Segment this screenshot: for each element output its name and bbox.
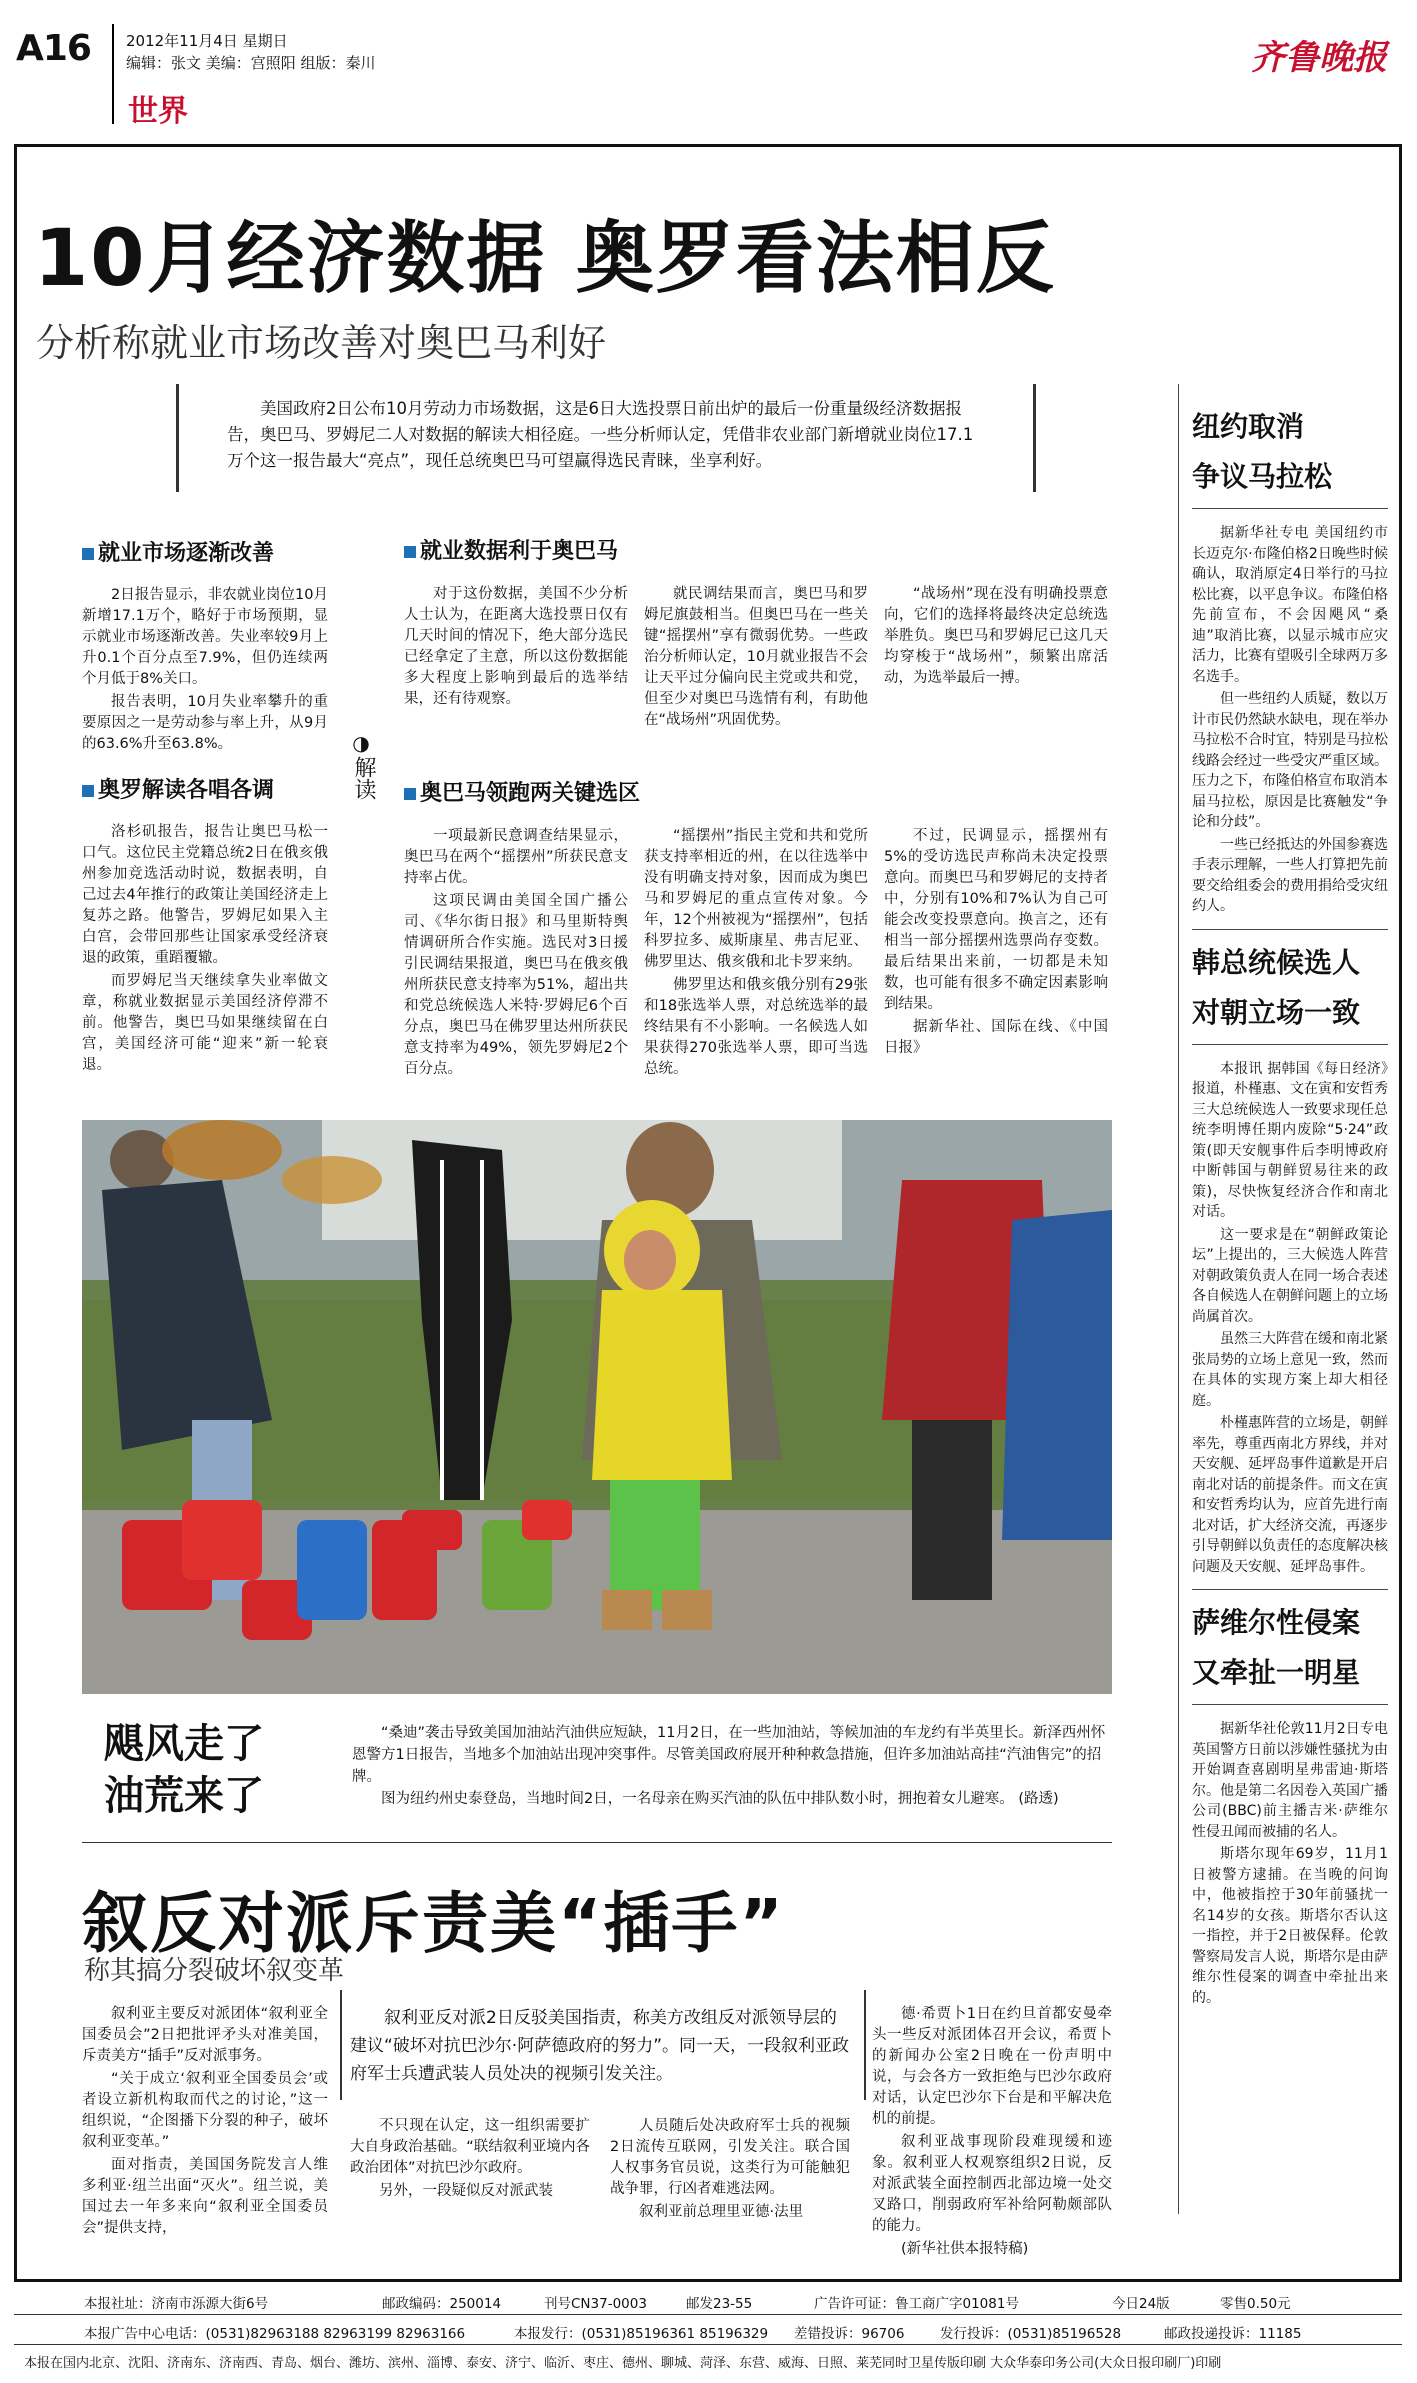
footer-item: 发行投诉：(0531)85196528: [940, 2326, 1122, 2342]
divider: [1192, 1589, 1388, 1590]
article-column: [82, 2004, 328, 2241]
footer-item: 邮政投递投诉：11185: [1164, 2326, 1302, 2342]
paragraph: 对于这份数据，美国不少分析人士认为，在距离大选投票日仅有几天时间的情况下，绝大部分选民已经拿定了主意，所以这份数据能多大程度上影响到最后的选举结果，还有待观察。: [404, 586, 628, 707]
photo-title: 飓风走了 油荒来了: [104, 1721, 264, 1819]
photo-caption: “桑迪”袭击导致美国加油站汽油供应短缺，11月2日，在一些加油站，等候加油的车龙约有半英里长。新泽西州怀恩警方1日报告，当地多个加油站出现冲突事件。尽管美国政府展开种种救急措施，但许多加油站高挂“汽油售完”的招牌。 图为纽约州史泰登岛，当地时间2日，一名母亲在购买汽油的队伍中排队数小时，拥抱着女儿避寒。 (路透): [352, 1725, 1106, 1807]
paragraph: “摇摆州”指民主党和共和党所获支持率相近的州，在以往选举中没有明确支持对象，因而成为奥巴马和罗姆尼的重点宣传对象。今年，12个州被视为“摇摆州”，包括科罗拉多、威斯康星、弗吉尼亚、佛罗里达、俄亥俄和北卡罗来纳。: [644, 828, 868, 970]
paragraph: 德·希贾卜1日在约旦首都安曼牵头一些反对派团体召开会议，希贾卜的新闻办公室2日晚在一份声明中说，与会各方一致拒绝与巴沙尔政府对话，认定巴沙尔下台是和平解决危机的前提。: [872, 2006, 1112, 2127]
article-column: [404, 584, 628, 712]
square-bullet-icon: [82, 785, 94, 797]
photo-illustration: [82, 1120, 1112, 1694]
paragraph: 本报讯 据韩国《每日经济》报道，朴槿惠、文在寅和安哲秀三大总统候选人一致要求现任总统李明博任期内废除“5·24”政策(即天安舰事件后李明博政府中断韩国与朝鲜贸易往来的政策)，尽快恢复经济合作和南北对话。: [1192, 1060, 1388, 1220]
syria-subhead: 称其搞分裂破坏叙变革: [84, 1956, 345, 1986]
footer-item: 刊号CN37-0003: [544, 2296, 647, 2312]
syria-headline: 叙反对派斥责美“插手”: [82, 1885, 785, 1962]
paragraph: “战场州”现在没有明确投票意向，它们的选择将最终决定总统选举胜负。奥巴马和罗姆尼已这几天均穿梭于“战场州”，频繁出席活动，为选举最后一搏。: [884, 586, 1108, 686]
sidebar-heading: 纽约取消 争议马拉松: [1192, 410, 1333, 493]
footer-item: 零售0.50元: [1220, 2296, 1291, 2312]
half-circle-icon: ◑: [352, 731, 370, 755]
source-credit: (新华社供本报特稿): [901, 2241, 1029, 2257]
paragraph: 虽然三大阵营在缓和南北紧张局势的立场上意见一致，然而在具体的实现方案上却大相径庭。: [1192, 1331, 1388, 1409]
square-bullet-icon: [404, 788, 416, 800]
paragraph: 另外，一段疑似反对派武装: [379, 2183, 553, 2199]
paragraph: 不过，民调显示，摇摆州有5%的受访选民声称尚未决定投票意向。而奥巴马和罗姆尼的支持者中，分别有10%和7%认为自己可能会改变投票意向。换言之，还有相当一部分摇摆州选票尚存变数。最后结果出来前，一切都是未知数，也可能有很多不确定因素影响到结果。: [884, 828, 1108, 1012]
footer: [14, 2284, 1402, 2380]
page-number: A16: [16, 28, 91, 69]
paragraph: 但一些纽约人质疑，数以万计市民仍然缺水缺电，现在举办马拉松不合时宜，特别是马拉松线路会经过一些受灾严重区域。压力之下，布隆伯格宣布取消本届马拉松，原因是比赛触发“争论和分歧”。: [1192, 691, 1388, 830]
paragraph: 朴槿惠阵营的立场是，朝鲜率先，尊重西南北方界线，并对天安舰、延坪岛事件道歉是开启南北对话的前提条件。而文在寅和安哲秀均认为，应首先进行南北对话，扩大经济交流，再逐步引导朝鲜以负责任的态度解决核问题及天安舰、延坪岛事件。: [1192, 1415, 1388, 1575]
divider: [1192, 1704, 1388, 1705]
lead-paragraph: 美国政府2日公布10月劳动力市场数据，这是6日大选投票日前出炉的最后一份重量级经济数据报告，奥巴马、罗姆尼二人对数据的解读大相径庭。一些分析师认定，凭借非农业部门新增就业岗位17.1万个这一报告最大“亮点”，现任总统奥巴马可望赢得选民青睐，坐享利好。: [227, 399, 974, 470]
paragraph: 人员随后处决政府军士兵的视频2日流传互联网，引发关注。联合国人权事务官员说，这类行为可能触犯战争罪，行凶者难逃法网。: [610, 2118, 850, 2197]
section-title: 世界: [128, 94, 188, 129]
divider: [14, 2314, 1402, 2315]
footer-item: 邮发23-55: [686, 2296, 753, 2312]
main-headline: 10月经济数据 奥罗看法相反: [34, 214, 1056, 304]
header-divider: [112, 24, 114, 124]
footer-item: 本报广告中心电话：(0531)82963188 82963199 82963166: [84, 2326, 466, 2342]
footer-item: 本报发行：(0531)85196361 85196329: [514, 2326, 769, 2342]
paragraph: 而罗姆尼当天继续拿失业率做文章，称就业数据显示美国经济停滞不前。他警告，奥巴马如果继续留在白宫，美国经济可能“迎来”新一轮衰退。: [82, 973, 328, 1073]
footer-item: 今日24版: [1112, 2296, 1170, 2312]
divider: [1192, 929, 1388, 930]
footer-item: 广告许可证：鲁工商广字01081号: [814, 2296, 1019, 2312]
paragraph: 叙利亚战事现阶段难现缓和迹象。叙利亚人权观察组织2日说，反对派武装全面控制西北部边境一处交叉路口，削弱政府军补给阿勒颇部队的能力。: [872, 2134, 1112, 2234]
source-credit: 据新华社、国际在线、《中国日报》: [884, 1019, 1108, 1056]
divider: [82, 1842, 1112, 1843]
article-column: [644, 826, 868, 1082]
paragraph: “关于成立‘叙利亚全国委员会’或者设立新机构取而代之的讨论，”这一组织说，“企图播下分裂的种子，破坏叙利亚变革。”: [82, 2071, 328, 2150]
newspaper-logo: 齐鲁晚报: [1251, 38, 1387, 78]
paragraph: 就民调结果而言，奥巴马和罗姆尼旗鼓相当。但奥巴马在一些关键“摇摆州”享有微弱优势。一些政治分析师认定，10月就业报告不会让天平过分偏向民主党或共和党，但至少对奥巴马选情有利，有助他在“战场州”巩固优势。: [644, 586, 868, 728]
editor-credits: 编辑：张文 美编：宫照阳 组版：秦川: [126, 54, 376, 72]
paragraph: 这项民调由美国全国广播公司、《华尔街日报》和马里斯特舆情调研所合作实施。选民对3日援引民调结果报道，奥巴马在俄亥俄州所获民意支持率为51%，超出共和党总统候选人米特·罗姆尼6个百分点，奥巴马在佛罗里达州所获民意支持率为49%，领先罗姆尼2个百分点。: [404, 893, 628, 1077]
paragraph: 不只现在认定，这一组织需要扩大自身政治基础。“联结叙利亚境内各政治团体”对抗巴沙尔政府。: [350, 2118, 590, 2176]
footer-item: 本报社址：济南市泺源大街6号: [84, 2296, 269, 2312]
paragraph: 叙利亚主要反对派团体“叙利亚全国委员会”2日把批评矛头对准美国，斥责美方“插手”反对派事务。: [82, 2006, 328, 2064]
section-heading: 就业数据利于奥巴马: [404, 534, 618, 565]
paragraph: 洛杉矶报告，报告让奥巴马松一口气。这位民主党籍总统2日在俄亥俄州参加竞选活动时说，数据表明，自己过去4年推行的政策让美国经济走上复苏之路。他警告，罗姆尼如果入主白宫，会带回那些让国家承受经济衰退的政策，重蹈覆辙。: [82, 824, 328, 966]
square-bullet-icon: [404, 546, 416, 558]
article-column: [350, 2116, 590, 2204]
lead-box: [176, 384, 1036, 492]
main-subhead: 分析称就业市场改善对奥巴马利好: [36, 321, 607, 365]
paragraph: 一些已经抵达的外国参赛选手表示理解，一些人打算把先前要交给组委会的费用捐给受灾纽约人。: [1192, 836, 1388, 914]
article-column: [872, 2004, 1112, 2262]
paragraph: 据新华社伦敦11月2日专电 英国警方日前以涉嫌性骚扰为由开始调查喜剧明星弗雷迪·斯塔尔。他是第二名因卷入英国广播公司(BBC)前主播吉米·萨维尔性侵丑闻而被捕的名人。: [1192, 1721, 1388, 1840]
sidebar-heading: 萨维尔性侵案 又牵扯一明星: [1192, 1606, 1361, 1689]
issue-date: 2012年11月4日 星期日: [126, 32, 288, 50]
column-divider: [1178, 384, 1179, 2214]
paragraph: 斯塔尔现年69岁，11月1日被警方逮捕。在当晚的问询中，他被指控于30年前骚扰一名14岁的女孩。斯塔尔否认这一指控，并于2日被保释。伦敦警察局发言人说，斯塔尔是由萨维尔性侵案的调查中牵扯出来的。: [1192, 1846, 1388, 2006]
footer-item: 差错投诉：96706: [794, 2326, 905, 2342]
divider: [14, 2344, 1402, 2345]
paragraph: 面对指责，美国国务院发言人维多利亚·纽兰出面“灭火”。纽兰说，美国过去一年多来向“叙利亚全国委员会”提供支持，: [82, 2157, 328, 2236]
paragraph: 据新华社专电 美国纽约市长迈克尔·布隆伯格2日晚些时候确认，取消原定4日举行的马拉松比赛，以平息争议。布隆伯格先前宣布，不会因飓风“桑迪”取消比赛，以显示城市应灾活力，比赛有望吸引全球两万多名选手。: [1192, 525, 1388, 685]
paragraph: 报告表明，10月失业率攀升的重要原因之一是劳动参与率上升，从9月的63.6%升至63.8%。: [82, 694, 328, 752]
sidebar-heading: 韩总统候选人 对朝立场一致: [1192, 945, 1361, 1029]
interpret-label: ◑ 解读: [351, 731, 376, 800]
article-column: [610, 2116, 850, 2225]
section-heading: 就业市场逐渐改善: [82, 536, 328, 567]
article-column: [404, 826, 628, 1082]
footer-item: 本报在国内北京、沈阳、济南东、济南西、青岛、烟台、潍坊、滨州、淄博、泰安、济宁、临沂、枣庄、德州、聊城、菏泽、东营、威海、日照、莱芜同时卫星传版印刷 大众华泰印务公司(大众日报印刷厂)印刷: [24, 2356, 1222, 2371]
paragraph: 佛罗里达和俄亥俄分别有29张和18张选举人票，对总统选举的最终结果有不小影响。一名候选人如果获得270张选举人票，即可当选总统。: [644, 977, 868, 1077]
article-column: [884, 584, 1108, 691]
article-column: [644, 584, 868, 733]
footer-item: 邮政编码：250014: [382, 2296, 502, 2312]
paragraph: 一项最新民意调查结果显示，奥巴马在两个“摇摆州”所获民意支持率占优。: [404, 828, 628, 886]
divider: [1192, 1044, 1388, 1045]
divider: [1192, 508, 1388, 509]
section-heading: 奥罗解读各唱各调: [82, 773, 328, 804]
paragraph: 这一要求是在“朝鲜政策论坛”上提出的，三大候选人阵营对朝政策负责人在同一场合表述各自候选人在朝鲜问题上的立场尚属首次。: [1192, 1226, 1388, 1325]
article-column: [884, 826, 1108, 1061]
news-photo: [82, 1120, 1112, 1694]
section-heading: 奥巴马领跑两关键选区: [404, 776, 640, 807]
article-column: [82, 536, 328, 1078]
paragraph: 叙利亚前总理里亚德·法里: [639, 2204, 804, 2220]
square-bullet-icon: [82, 548, 94, 560]
syria-lead: 叙利亚反对派2日反驳美国指责，称美方改组反对派领导层的建议“破坏对抗巴沙尔·阿萨德政府的努力”。同一天，一段叙利亚政府军士兵遭武装人员处决的视频引发关注。: [350, 2008, 850, 2084]
paragraph: 2日报告显示，非农就业岗位10月新增17.1万个，略好于市场预期，显示就业市场逐渐改善。失业率较9月上升0.1个百分点至7.9%，但仍连续两个月低于8%关口。: [82, 587, 328, 687]
sidebar: [1192, 402, 1388, 2010]
